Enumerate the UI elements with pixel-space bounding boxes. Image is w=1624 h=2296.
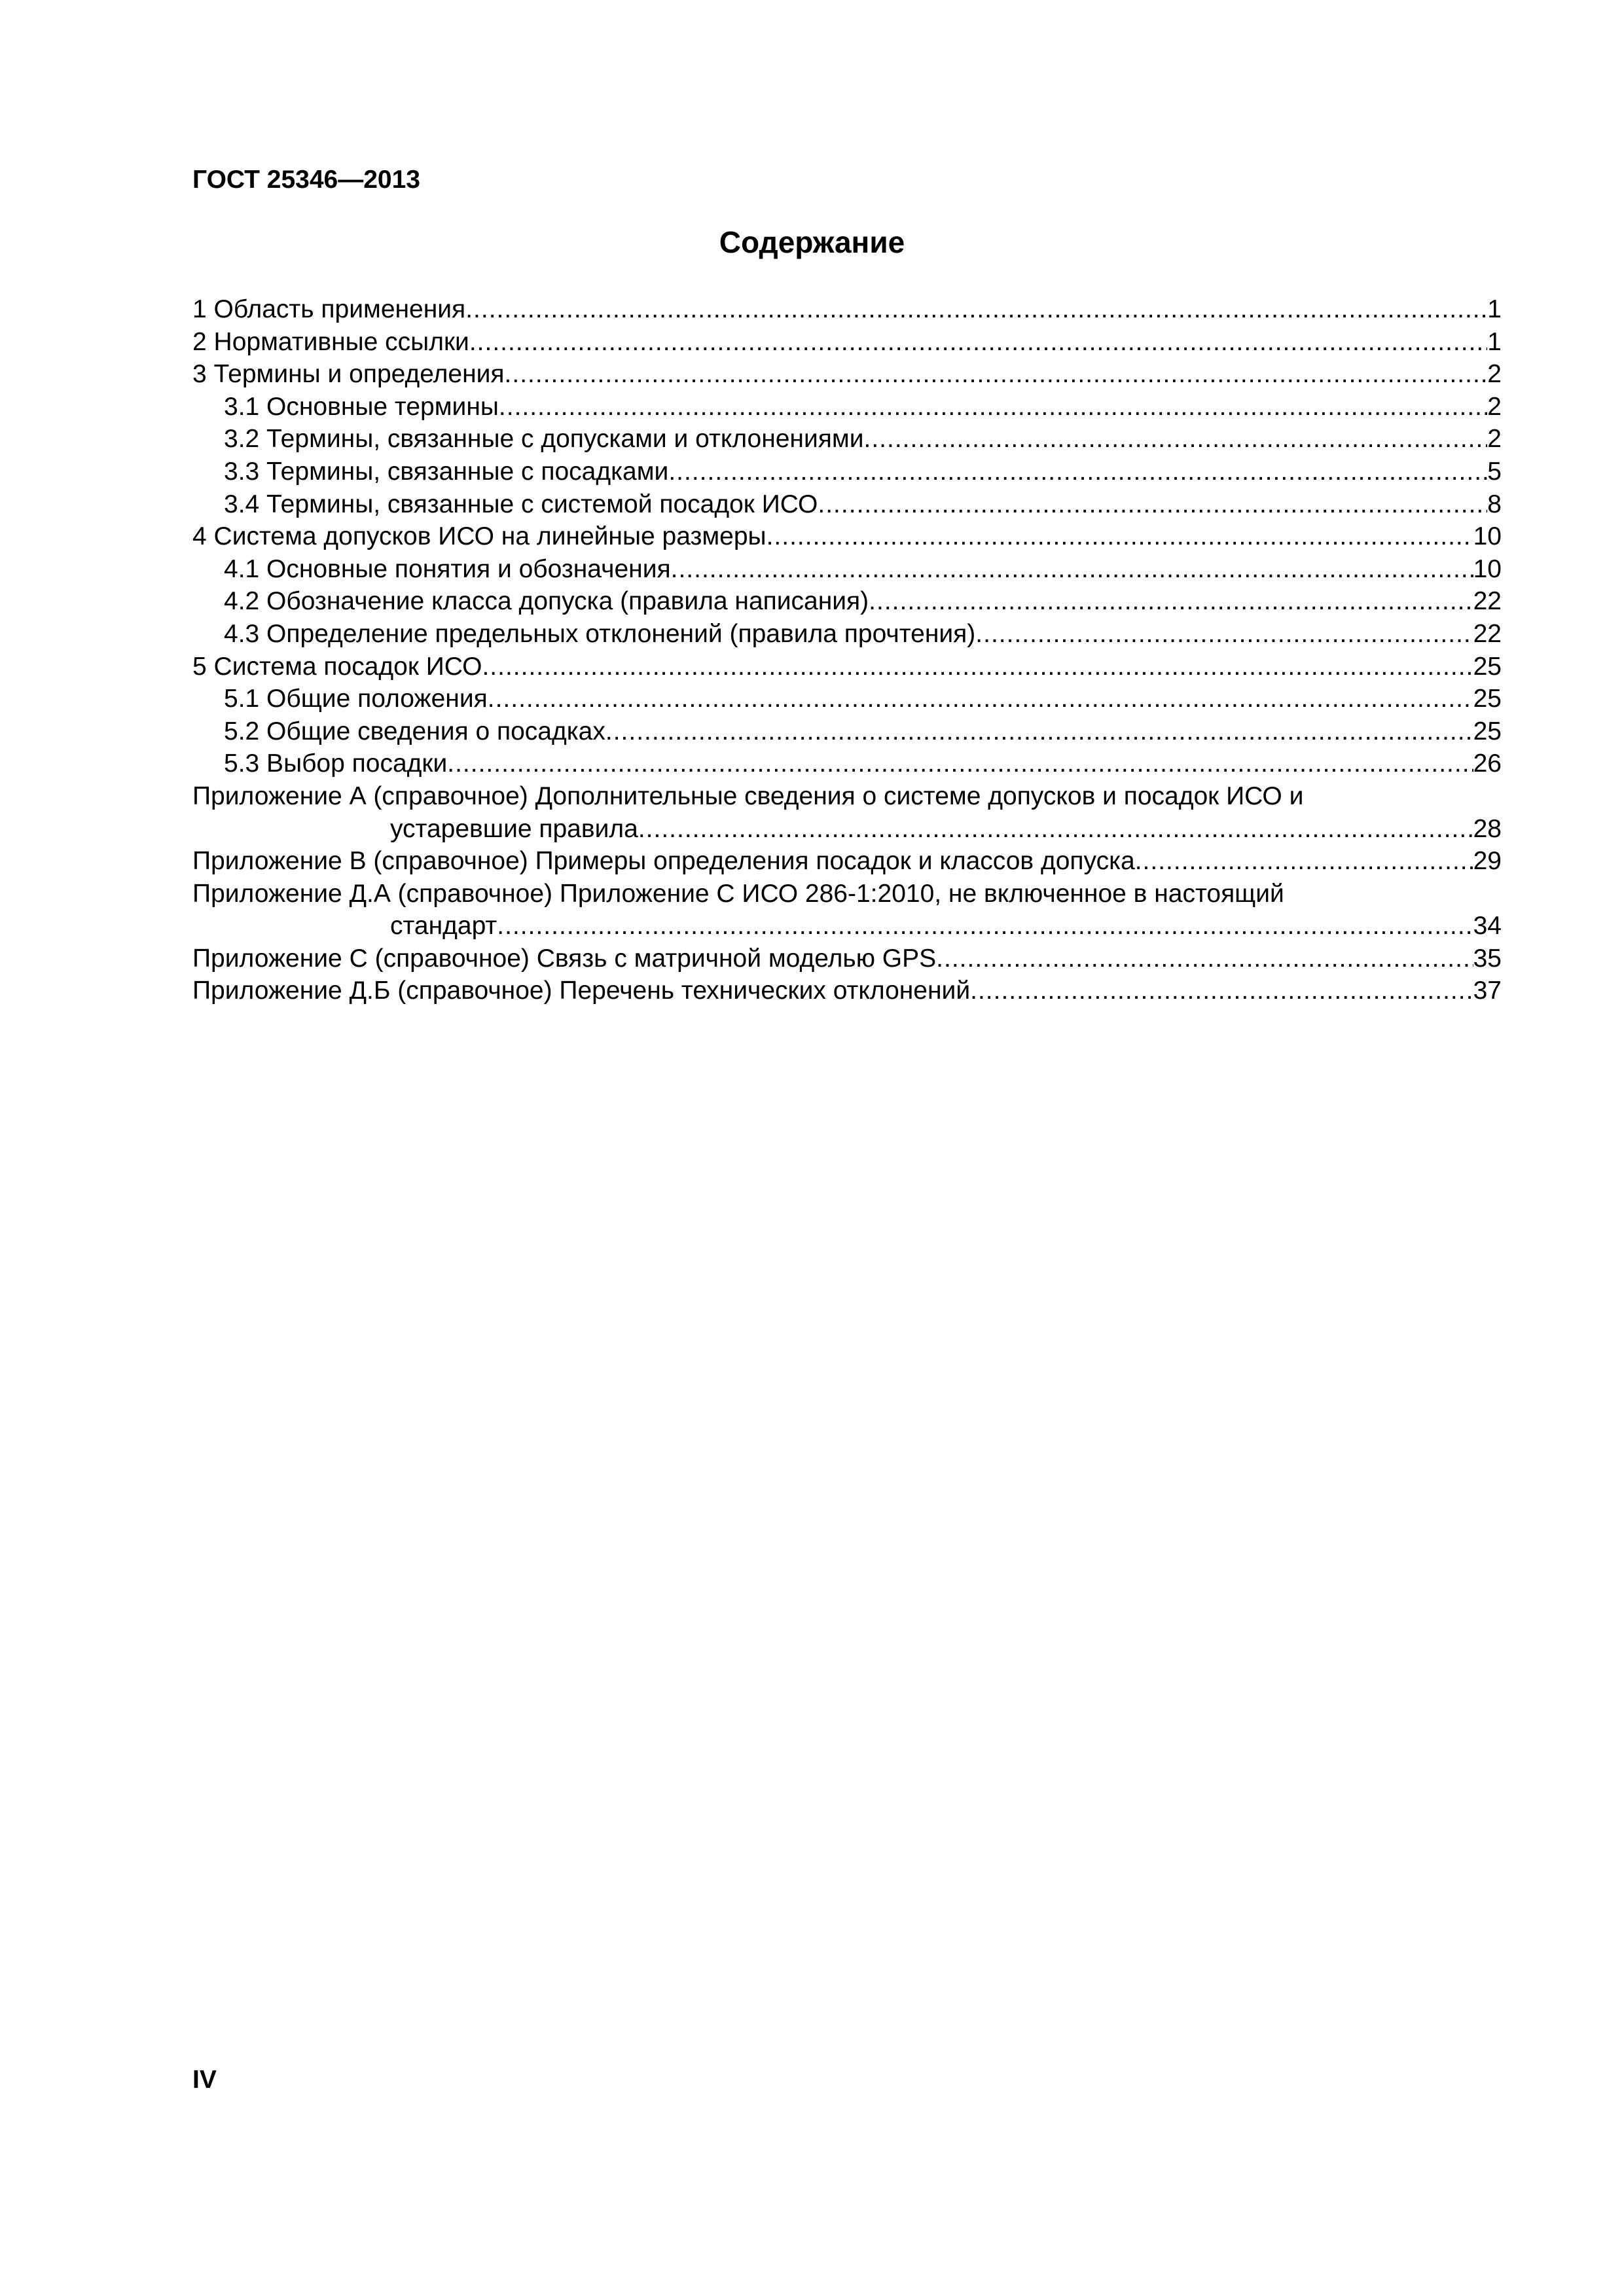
toc-subentry[interactable] <box>192 553 1502 586</box>
toc-entry-text: 2 Нормативные ссылки <box>192 327 469 356</box>
toc-entry-text: 3.4 Термины, связанные с системой посадок ИСО <box>224 490 818 518</box>
toc-subentry[interactable] <box>192 391 1502 423</box>
toc-page-number: 26 <box>1473 749 1502 778</box>
toc-dot-leader <box>936 942 1473 975</box>
toc-page-number: 1 <box>1487 327 1502 356</box>
toc-subentry[interactable] <box>192 585 1502 618</box>
toc-dot-leader <box>465 293 1487 326</box>
toc-page-number: 8 <box>1487 490 1502 518</box>
toc-entry-text: 3.2 Термины, связанные с допусками и отклонениями <box>224 425 864 454</box>
toc-entry-text: 4.2 Обозначение класса допуска (правила написания) <box>224 587 869 616</box>
toc-subentry[interactable] <box>192 747 1502 780</box>
toc-page-number: 22 <box>1473 587 1502 616</box>
toc-page-number: 25 <box>1473 717 1502 745</box>
toc-entry[interactable] <box>192 326 1502 359</box>
toc-subentry[interactable] <box>192 456 1502 488</box>
toc-entry[interactable] <box>192 293 1502 326</box>
toc-dot-leader <box>605 715 1473 748</box>
toc-appendix-entry[interactable] <box>192 845 1502 878</box>
toc-entry-text: 3 Термины и определения <box>192 360 505 389</box>
toc-page-number: 37 <box>1473 977 1502 1005</box>
toc-entry-text: 4.1 Основные понятия и обозначения <box>224 554 671 583</box>
toc-entry-text: Приложение В (справочное) Примеры определения посадок и классов допуска <box>192 847 1135 876</box>
toc-subentry[interactable] <box>192 618 1502 651</box>
toc-dot-leader <box>668 456 1487 488</box>
toc-entry-text: 3.1 Основные термины <box>224 392 499 421</box>
toc-dot-leader <box>671 553 1473 586</box>
toc-appendix-entry[interactable] <box>192 780 1502 845</box>
toc-subentry[interactable] <box>192 715 1502 748</box>
toc-entry-text: 4 Система допусков ИСО на линейные размеры <box>192 522 767 551</box>
page-title: Содержание <box>719 225 905 259</box>
toc-subentry[interactable] <box>192 683 1502 715</box>
toc-page-number: 34 <box>1473 912 1502 941</box>
toc-dot-leader <box>497 910 1473 942</box>
toc-appendix-entry[interactable] <box>192 942 1502 975</box>
toc-entry-text: 3.3 Термины, связанные с посадками <box>224 457 669 486</box>
toc-appendix-title-line: Приложение Д.А (справочное) Приложение С ИСО 286-1:2010, не включенное в настоящий <box>192 879 1284 908</box>
toc-page-number: 25 <box>1473 652 1502 681</box>
toc-subentry[interactable] <box>192 488 1502 521</box>
toc-appendix-continuation <box>192 910 1502 942</box>
toc-entry-text: 5.2 Общие сведения о посадках <box>224 717 605 745</box>
toc-page-number: 2 <box>1487 425 1502 454</box>
toc-entry-text: Приложение С (справочное) Связь с матричной моделью GPS <box>192 944 937 973</box>
toc-entry[interactable] <box>192 358 1502 391</box>
toc-dot-leader <box>767 520 1473 553</box>
toc-dot-leader <box>638 813 1473 846</box>
toc-entry-text: 5.1 Общие положения <box>224 685 488 713</box>
page-number: IV <box>192 2066 217 2094</box>
toc-subentry[interactable] <box>192 423 1502 456</box>
toc-dot-leader <box>499 391 1487 423</box>
toc-appendix-continuation <box>192 813 1502 846</box>
toc-entry-text: 4.3 Определение предельных отклонений (правила прочтения) <box>224 619 976 648</box>
toc-page-number: 10 <box>1473 522 1502 551</box>
toc-page-number: 2 <box>1487 360 1502 389</box>
toc-dot-leader <box>505 358 1488 391</box>
toc-page-number: 28 <box>1473 814 1502 843</box>
toc-entry-text: устаревшие правила <box>390 814 638 843</box>
toc-dot-leader <box>488 683 1473 715</box>
toc-entry-text: стандарт <box>390 912 497 941</box>
toc-dot-leader <box>970 975 1473 1007</box>
toc-page-number: 1 <box>1487 295 1502 323</box>
toc-page-number: 35 <box>1473 944 1502 973</box>
toc-page-number: 2 <box>1487 392 1502 421</box>
toc-dot-leader <box>869 585 1473 618</box>
document-header: ГОСТ 25346—2013 <box>192 166 420 194</box>
toc-dot-leader <box>469 326 1487 359</box>
toc-dot-leader <box>482 651 1473 683</box>
toc-entry-text: 5.3 Выбор посадки <box>224 749 448 778</box>
toc-entry-text: Приложение Д.Б (справочное) Перечень технических отклонений <box>192 977 971 1005</box>
toc-dot-leader <box>863 423 1487 456</box>
toc-page-number: 25 <box>1473 685 1502 713</box>
toc-dot-leader <box>975 618 1473 651</box>
toc-appendix-entry[interactable] <box>192 975 1502 1007</box>
toc-dot-leader <box>447 747 1473 780</box>
toc-entry-text: 5 Система посадок ИСО <box>192 652 482 681</box>
toc-dot-leader <box>1135 845 1473 878</box>
toc-entry-text: 1 Область применения <box>192 295 466 323</box>
toc-entry[interactable] <box>192 651 1502 683</box>
table-of-contents <box>192 293 1502 1007</box>
toc-page-number: 22 <box>1473 619 1502 648</box>
toc-page-number: 5 <box>1487 457 1502 486</box>
toc-appendix-title-line: Приложение А (справочное) Дополнительные сведения о системе допусков и посадок ИСО и <box>192 781 1304 810</box>
toc-page-number: 29 <box>1473 847 1502 876</box>
toc-dot-leader <box>818 488 1487 521</box>
toc-appendix-entry[interactable] <box>192 878 1502 942</box>
toc-page-number: 10 <box>1473 554 1502 583</box>
toc-entry[interactable] <box>192 520 1502 553</box>
